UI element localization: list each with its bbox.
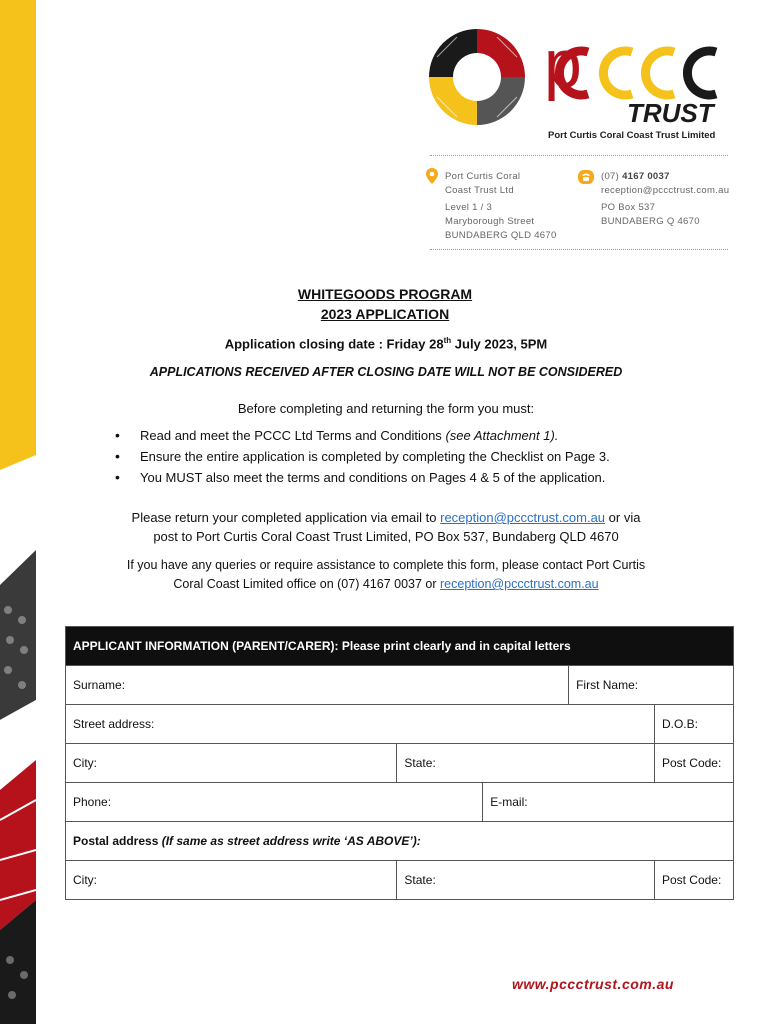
list-item xyxy=(115,428,610,449)
return-text: Please return your completed application via email to xyxy=(131,510,441,525)
postal-state-field[interactable]: State: xyxy=(397,861,655,900)
state-field[interactable]: State: xyxy=(397,744,655,783)
return-post: post to Port Curtis Coral Coast Trust Limited, PO Box 537, Bundaberg QLD 4670 xyxy=(153,529,619,544)
list-item: • Ensure the entire application is completed by completing the Checklist on Page 3. xyxy=(115,449,610,470)
closing-prefix: Application closing date : Friday 28 xyxy=(224,336,444,352)
return-text-end: or via xyxy=(605,510,641,525)
city-field[interactable]: City: xyxy=(66,744,397,783)
logo-trust-text: TRUST xyxy=(627,98,714,128)
form-header: APPLICANT INFORMATION (PARENT/CARER): Please print clearly and in capital letters xyxy=(66,627,734,666)
queries-text xyxy=(36,556,736,594)
pccc-logo xyxy=(422,22,722,147)
bullet-italic-text: (see Attachment 1). xyxy=(445,428,559,443)
return-instructions xyxy=(36,508,736,546)
postal-city-field[interactable]: City: xyxy=(66,861,397,900)
phone-prefix: (07) xyxy=(601,171,620,182)
postcode-field[interactable]: Post Code: xyxy=(654,744,733,783)
pccc-logo-graphic xyxy=(422,22,722,132)
side-art-graphic xyxy=(0,0,36,1024)
postal-note: (If same as street address write ‘AS ABOVE’): xyxy=(161,834,421,848)
divider-top xyxy=(430,155,728,156)
logo-letter-text: p xyxy=(544,26,582,102)
closing-sup: th xyxy=(443,336,452,345)
return-email-link[interactable]: reception@pccctrust.com.au xyxy=(440,510,606,525)
address-block xyxy=(445,170,557,243)
requirements-list xyxy=(115,428,610,491)
street-address-field[interactable]: Street address: xyxy=(66,705,655,744)
closing-warning: APPLICATIONS RECEIVED AFTER CLOSING DATE WILL NOT BE CONSIDERED xyxy=(149,365,623,379)
applicant-form xyxy=(65,626,734,900)
closing-suffix: July 2023, 5PM xyxy=(451,336,548,352)
po-city: BUNDABERG Q 4670 xyxy=(601,216,700,227)
postal-postcode-field[interactable]: Post Code: xyxy=(654,861,733,900)
phone-field[interactable]: Phone: xyxy=(66,783,483,822)
location-pin-icon xyxy=(426,168,438,189)
address-line: Level 1 / 3 xyxy=(445,202,493,213)
contact-block xyxy=(601,170,729,229)
phone-number: 4167 0037 xyxy=(622,171,670,182)
postal-label: Postal address xyxy=(73,834,162,848)
website-footer[interactable]: www.pccctrust.com.au xyxy=(512,976,674,992)
address-line: Maryborough Street xyxy=(445,216,535,227)
po-box: PO Box 537 xyxy=(601,202,656,213)
dob-field[interactable]: D.O.B: xyxy=(654,705,733,744)
queries-line1: If you have any queries or require assistance to complete this form, please contact Port Curtis xyxy=(126,558,646,572)
phone-icon xyxy=(578,170,594,189)
intro-text: Before completing and returning the form you must: xyxy=(237,401,535,416)
bullet-text: Read and meet the PCCC Ltd Terms and Conditions xyxy=(140,428,446,443)
application-title: 2023 APPLICATION xyxy=(320,306,450,322)
first-name-field[interactable]: First Name: xyxy=(569,666,734,705)
surname-field[interactable]: Surname: xyxy=(66,666,569,705)
postal-address-field[interactable] xyxy=(66,822,734,861)
org-full-name: Port Curtis Coral Coast Trust Limited xyxy=(548,130,716,141)
closing-date xyxy=(36,336,736,351)
list-item: • You MUST also meet the terms and conditions on Pages 4 & 5 of the application. xyxy=(115,470,610,491)
queries-email-link[interactable]: reception@pccctrust.com.au xyxy=(440,577,599,591)
divider-bottom xyxy=(430,249,728,250)
address-line: BUNDABERG QLD 4670 xyxy=(445,230,557,241)
program-title: WHITEGOODS PROGRAM xyxy=(297,286,473,302)
queries-line2: Coral Coast Limited office on (07) 4167 0037 or xyxy=(173,577,440,591)
phone-line xyxy=(601,170,729,184)
email-field[interactable]: E-mail: xyxy=(483,783,734,822)
decorative-side-border xyxy=(0,0,36,1024)
address-line: Coast Trust Ltd xyxy=(445,185,514,196)
header-email: reception@pccctrust.com.au xyxy=(601,185,730,196)
address-line: Port Curtis Coral xyxy=(445,171,521,182)
